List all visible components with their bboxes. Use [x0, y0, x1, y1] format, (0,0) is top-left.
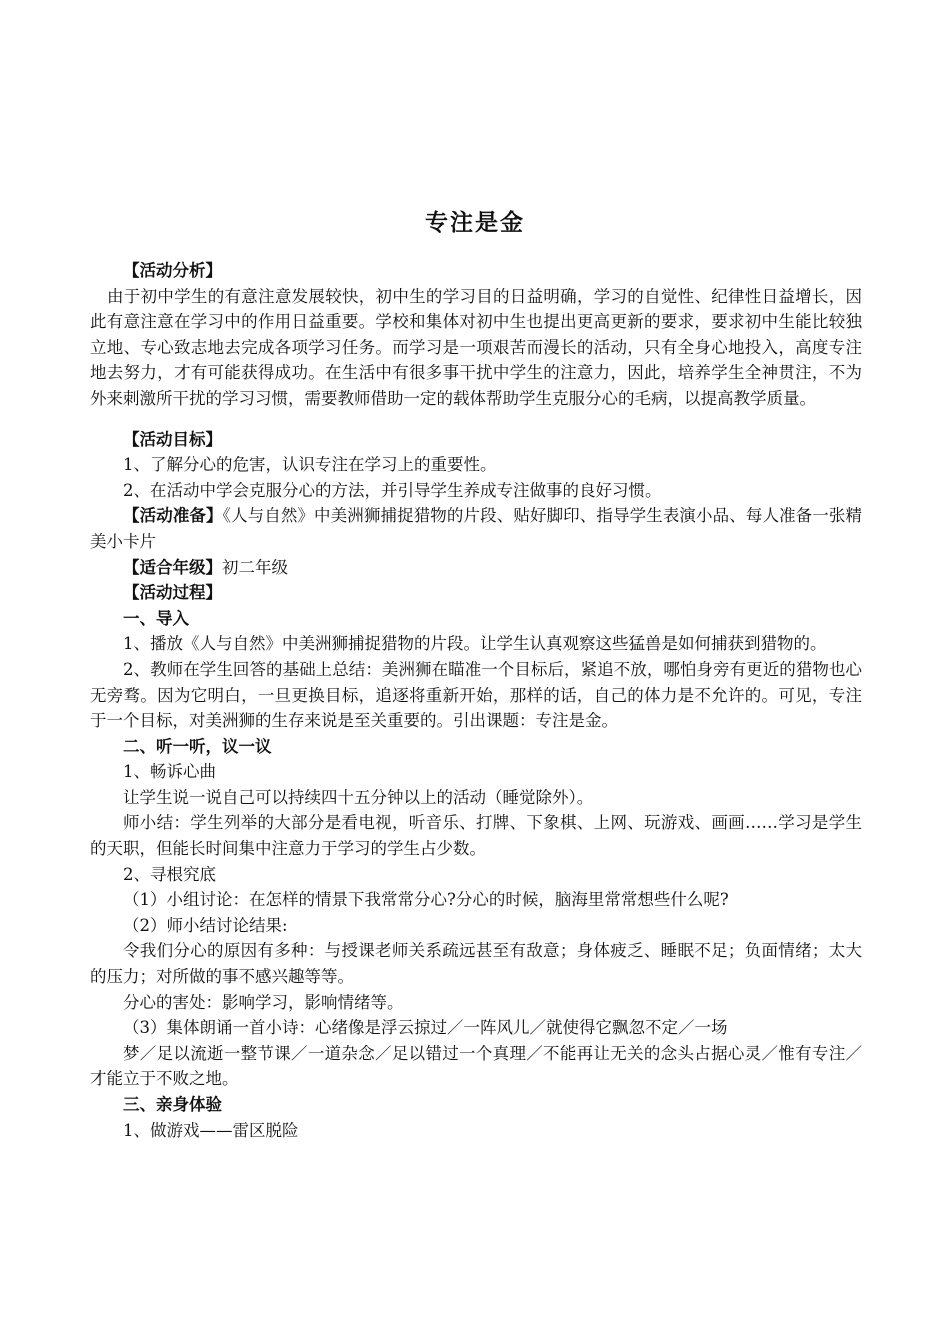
grade-label: 【适合年级】 [123, 557, 222, 577]
section2-paragraph-1: 让学生说一说自己可以持续四十五分钟以上的活动（睡觉除外）。 [123, 787, 594, 807]
analysis-heading: 【活动分析】 [123, 261, 222, 280]
spacer [90, 412, 862, 427]
preparation-paragraph [90, 503, 862, 554]
discussion-item-3: （3）集体朗诵一首小诗：心绪像是浮云掠过／一阵风儿／就使得它飘忽不定／一场 [123, 1018, 728, 1038]
page-title: 专注是金 [425, 209, 525, 236]
preparation-text: 《人与自然》中美洲狮捕捉猎物的片段、贴好脚印、指导学生表演小品、每人准备一张精美小卡片 [90, 506, 863, 551]
goals-heading: 【活动目标】 [123, 429, 222, 449]
document-body [90, 258, 862, 1143]
poem-text: 梦／足以流逝一整节课／一道杂念／足以错过一个真理／不能再让无关的念头占据心灵／惟有专注／才能立于不败之地。 [90, 1043, 862, 1089]
discussion-item-2: （2）师小结讨论结果: [123, 915, 288, 935]
section3-subheading-1: 1、做游戏——雷区脱险 [123, 1120, 299, 1140]
goal-item-2: 2、在活动中学会克服分心的方法，并引导学生养成专注做事的良好习惯。 [123, 480, 662, 500]
discussion-item-1: （1）小组讨论：在怎样的情景下我常常分心?分心的时候，脑海里常常想些什么呢? [123, 890, 729, 910]
section2-paragraph-2: 师小结：学生列举的大部分是看电视，听音乐、打牌、下象棋、上网、玩游戏、画画……学习是学生的天职，但能长时间集中注意力于学习的学生占少数。 [90, 813, 862, 859]
section2-subheading-1: 1、畅诉心曲 [123, 762, 216, 782]
preparation-label: 【活动准备】 [123, 506, 223, 526]
section1-paragraph-1: 1、播放《人与自然》中美洲狮捕捉猎物的片段。让学生认真观察这些猛兽是如何捕获到猎物的。 [123, 634, 827, 654]
section1-heading: 一、导入 [123, 608, 189, 628]
section2-subheading-2: 2、寻根究底 [123, 864, 216, 884]
section3-heading: 三、亲身体验 [123, 1095, 222, 1114]
section2-paragraph-4: 分心的害处：影响学习，影响情绪等。 [123, 992, 404, 1012]
section2-heading: 二、听一听，议一议 [123, 736, 272, 756]
section1-paragraph-2: 2、教师在学生回答的基础上总结：美洲狮在瞄准一个目标后，紧追不放，哪怕身旁有更近的猎物也心无旁骛。因为它明白，一旦更换目标，追逐将重新开始，那样的话，自己的体力是不允许的。可见，专注于一个目标，对美洲狮的生存来说是至关重要的。引出课题：专注是金。 [90, 659, 862, 731]
goal-item-1: 1、了解分心的危害，认识专注在学习上的重要性。 [123, 455, 497, 475]
grade-paragraph [90, 555, 862, 581]
grade-text: 初二年级 [222, 557, 288, 577]
section2-paragraph-3: 令我们分心的原因有多种：与授课老师关系疏远甚至有敌意；身体疲乏、睡眠不足；负面情绪；太大的压力；对所做的事不感兴趣等等。 [90, 941, 862, 987]
process-heading: 【活动过程】 [123, 583, 222, 603]
analysis-body: 由于初中学生的有意注意发展较快，初中生的学习目的日益明确，学习的自觉性、纪律性日益增长，因此有意注意在学习中的作用日益重要。学校和集体对初中生也提出更高更新的要求，要求初中生能比较独立地、专心致志地去完成各项学习任务。而学习是一项艰苦而漫长的活动，只有全身心地投入，高度专注地去努力，才有可能获得成功。在生活中有很多事干扰中学生的注意力，因此，培养学生全神贯注，不为外来刺激所干扰的学习习惯，需要教师借助一定的载体帮助学生克服分心的毛病，以提高教学质量。 [90, 286, 862, 408]
